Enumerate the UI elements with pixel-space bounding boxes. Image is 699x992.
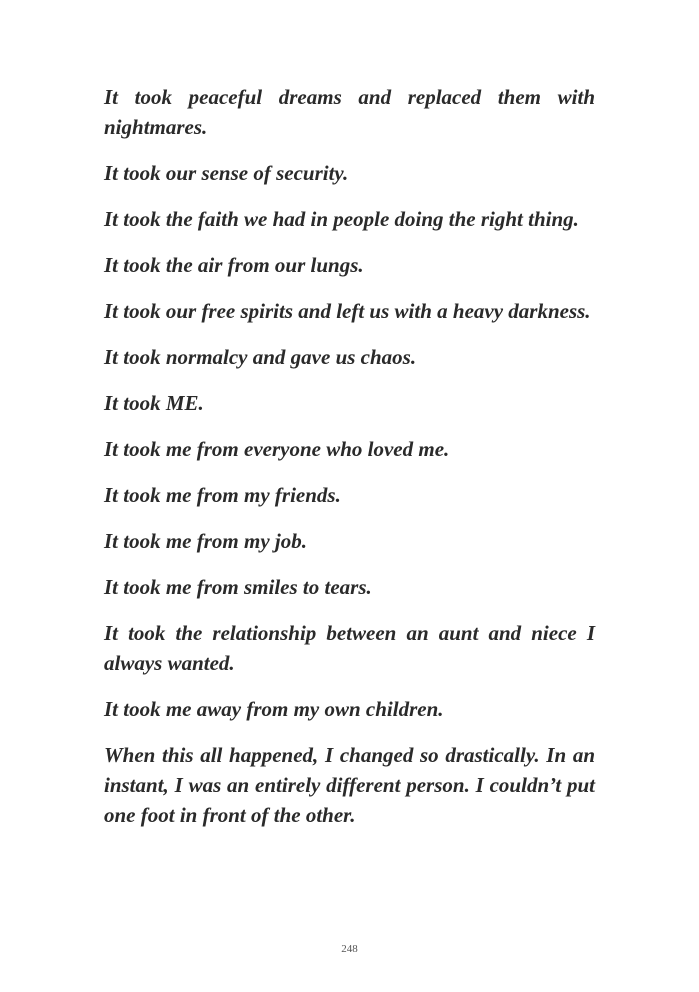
paragraph: It took ME. bbox=[104, 391, 204, 415]
paragraph: It took the relationship between an aunt and niece I always wanted. bbox=[104, 621, 595, 675]
paragraph: It took me from everyone who loved me. bbox=[104, 437, 450, 461]
paragraph: It took the air from our lungs. bbox=[104, 253, 364, 277]
body-text bbox=[104, 82, 595, 846]
paragraph: It took me from smiles to tears. bbox=[104, 575, 372, 599]
page-number: 248 bbox=[341, 943, 358, 955]
paragraph: It took peaceful dreams and replaced them with nightmares. bbox=[104, 85, 595, 139]
paragraph: It took normalcy and gave us chaos. bbox=[104, 345, 417, 369]
paragraph: It took our free spirits and left us with a heavy darkness. bbox=[104, 299, 591, 323]
paragraph: It took the faith we had in people doing the right thing. bbox=[104, 207, 579, 231]
paragraph: When this all happened, I changed so drastically. In an instant, I was an entirely different person. I couldn’t put one foot in front of the other. bbox=[104, 743, 595, 827]
paragraph: It took me from my friends. bbox=[104, 483, 341, 507]
paragraph: It took me away from my own children. bbox=[104, 697, 444, 721]
paragraph: It took me from my job. bbox=[104, 529, 307, 553]
paragraph: It took our sense of security. bbox=[104, 161, 349, 185]
